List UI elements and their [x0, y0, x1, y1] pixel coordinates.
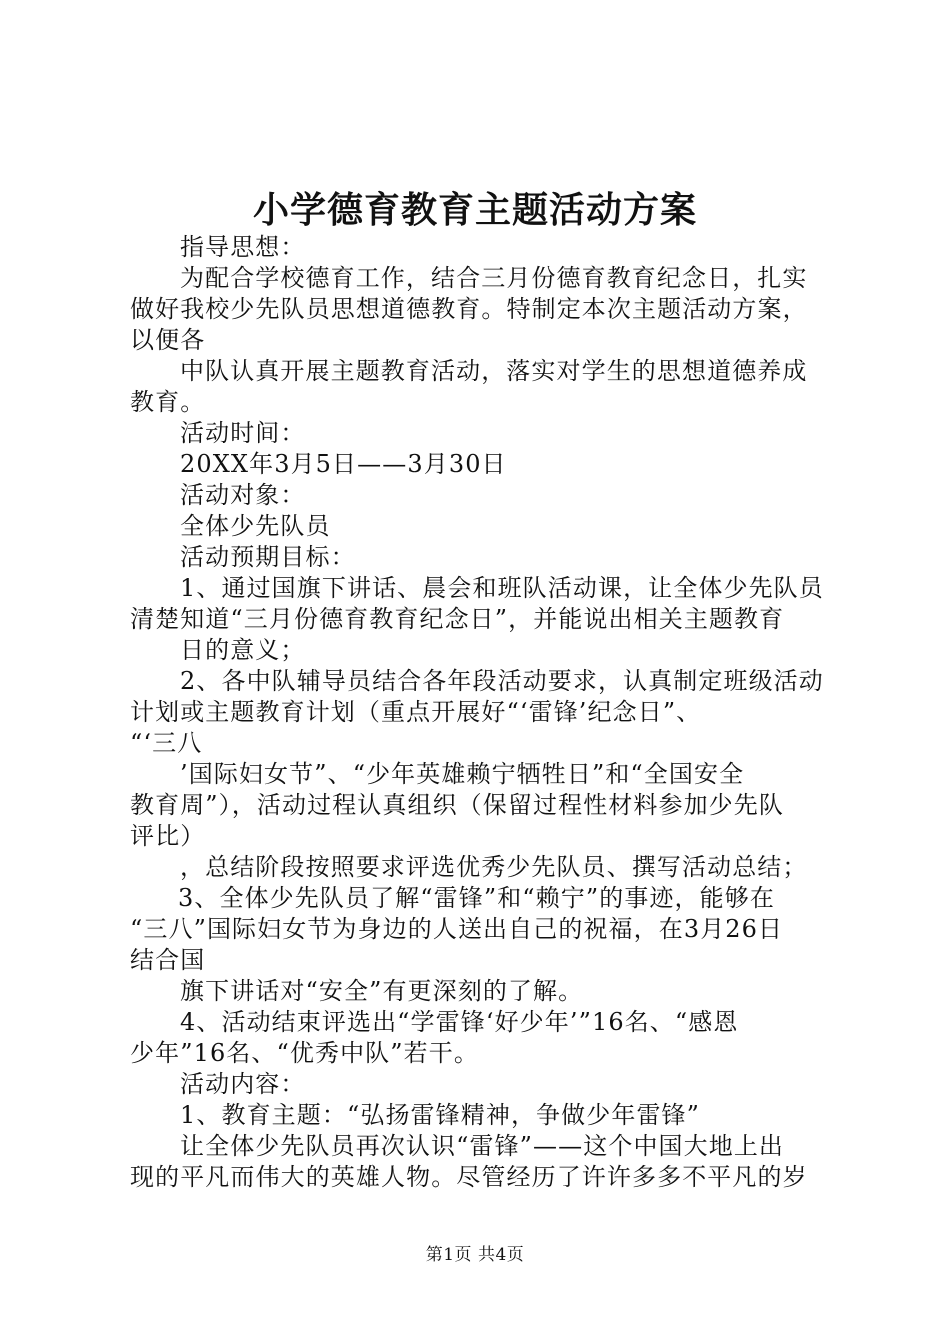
document-title: 小学德育教育主题活动方案: [252, 189, 697, 231]
text-line: 全体少先队员: [180, 512, 331, 540]
text-line: 旗下讲话对“安全”有更深刻的了解。: [180, 977, 584, 1005]
text-line: 指导思想：: [180, 233, 306, 261]
text-line: “‘三八: [130, 729, 203, 757]
text-line: 2、各中队辅导员结合各年段活动要求，认真制定班级活动: [180, 667, 824, 695]
text-line: 4、活动结束评选出“学雷锋‘好少年’”16名、“感恩: [180, 1008, 739, 1036]
text-line: 清楚知道“三月份德育教育纪念日”，并能说出相关主题教育: [130, 605, 785, 633]
text-line: 日的意义；: [180, 636, 306, 664]
text-line: 做好我校少先队员思想道德教育。特制定本次主题活动方案，: [130, 295, 808, 323]
text-line: 1、通过国旗下讲话、晨会和班队活动课，让全体少先队员: [180, 574, 824, 602]
document-body: [130, 232, 830, 1193]
text-line: 教育。: [130, 388, 206, 416]
text-line: 20XX年3月5日——3月30日: [180, 450, 507, 478]
text-line: 教育周”），活动过程认真组织（保留过程性材料参加少先队: [130, 791, 784, 819]
text-line: 让全体少先队员再次认识“雷锋”——这个中国大地上出: [180, 1132, 785, 1160]
text-line: 评比）: [130, 822, 206, 850]
text-line: ’国际妇女节”、“少年英雄赖宁牺牲日”和“全国安全: [180, 760, 745, 788]
text-line: 活动时间：: [180, 419, 306, 447]
text-line: 现的平凡而伟大的英雄人物。尽管经历了许许多多不平凡的岁: [130, 1163, 808, 1191]
text-line: “三八”国际妇女节为身边的人送出自己的祝福，在3月26日: [130, 915, 784, 943]
text-line: 少年”16名、“优秀中队”若干。: [130, 1039, 479, 1067]
text-line: 为配合学校德育工作，结合三月份德育教育纪念日，扎实: [180, 264, 808, 292]
text-line: 活动对象：: [180, 481, 306, 509]
text-line: 1、教育主题：“弘扬雷锋精神，争做少年雷锋”: [180, 1101, 701, 1129]
text-line: 3、全体少先队员了解“雷锋”和“赖宁”的事迹，能够在: [178, 884, 775, 912]
text-line: 中队认真开展主题教育活动，落实对学生的思想道德养成: [180, 357, 808, 385]
text-line: ，总结阶段按照要求评选优秀少先队员、撰写活动总结；: [180, 853, 808, 881]
text-line: 结合国: [130, 946, 206, 974]
text-line: 以便各: [130, 326, 206, 354]
text-line: 活动预期目标：: [180, 543, 356, 571]
text-line: 计划或主题教育计划（重点开展好“‘雷锋’纪念日”、: [130, 698, 702, 726]
page-number: 第1页 共4页: [425, 1245, 525, 1265]
text-line: 活动内容：: [180, 1070, 306, 1098]
